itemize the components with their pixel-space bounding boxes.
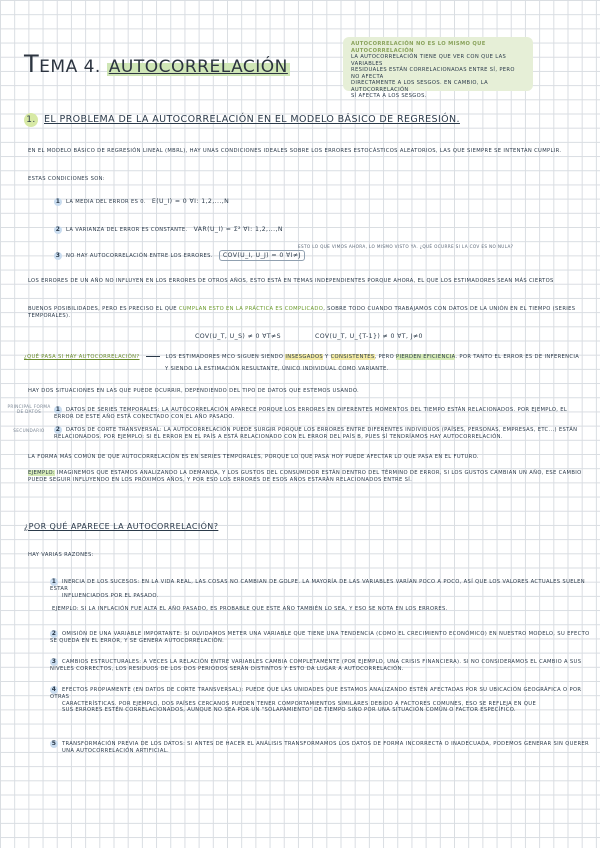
highlighted-text: INSESGADOS xyxy=(285,354,324,360)
note-line: DIRECTAMENTE A LOS SESGOS. EN CAMBIO, LA AUTOCORRELACIÓN xyxy=(351,80,489,93)
text-span: , SOBRE TODO CUANDO TRABAJAMOS CON DATOS DE LA UNIÓN EN EL TIEMPO (SERIES TEMPORALES). xyxy=(28,306,576,319)
paragraph: LA FORMA MÁS COMÚN DE QUE AUTOCORRELACIÓN ES EN SERIES TEMPORALES, PORQUE LO QUE PASA HOY PUEDE AFECTAR LO QUE PASA EN EL FUTURO. xyxy=(28,454,479,460)
situation-text: DATOS DE SERIES TEMPORALES: LA AUTOCORRELACIÓN APARECE PORQUE LOS ERRORES EN DIFERENTES MOMENTOS DEL TIEMPO ESTÁN RELACIONADOS. POR EJEMPLO, EL ERROR DE ESTE AÑO ESTÁ CONECTADO CON EL AÑO PASADO. xyxy=(54,407,568,420)
page-title xyxy=(24,50,290,78)
section-1-heading xyxy=(24,113,460,127)
example-text: IMAGINEMOS QUE ESTAMOS ANALIZANDO LA DEMANDA, Y LOS GUSTOS DEL CONSUMIDOR ESTÁN DENTRO DEL TÉRMINO DE ERROR, SI LOS GUSTOS CAMBIAN UN AÑO, ESE CAMBIO PUEDE SEGUIR INFLUYENDO EN LOS PRÓXIMOS AÑOS, Y POR ESO LOS ERRORES DE ESOS AÑOS ESTARÁN RELACIONADOS ENTRE SÍ. xyxy=(28,470,582,483)
item-number: 4 xyxy=(51,686,57,693)
formula: COV(U_T, U_{T-1}) ≠ 0 ∀T, J≠0 xyxy=(315,333,423,340)
section-title: ¿POR QUÉ APARECE LA AUTOCORRELACIÓN? xyxy=(24,522,219,531)
list-item xyxy=(50,686,590,714)
section-1-intro: EN EL MODELO BÁSICO DE REGRESIÓN LINEAL (MBRL), HAY UNAS CONDICIONES IDEALES SOBRE LOS ERRORES ESTOCÁSTICOS ALEATORIOS, LAS QUE SIEMPRE SE INTENTAN CUMPLIR. xyxy=(28,148,562,154)
margin-note: SECUNDARIO xyxy=(13,428,45,433)
section-number-badge: 1. xyxy=(24,113,38,127)
section-2-heading xyxy=(24,522,218,531)
note-title: AUTOCORRELACIÓN NO ES LO MISMO QUE AUTOCORRELACIÓN xyxy=(351,41,486,54)
condition-text: NO HAY AUTOCORRELACIÓN ENTRE LOS ERRORES. xyxy=(66,253,213,259)
item-line: INERCIA DE LOS SUCESOS: EN LA VIDA REAL, LAS COSAS NO CAMBIAN DE GOLPE. LA MAYORÍA DE LAS VARIABLES VARÍAN POCO A POCO, ASÍ QUE LOS VALORES ACTUALES SUELEN ESTAR xyxy=(50,579,585,592)
title-highlight: AUTOCORRELACIÓN xyxy=(108,57,288,77)
condition-3 xyxy=(54,252,305,260)
note-line: SÍ AFECTA A LOS SESGOS. xyxy=(351,93,427,99)
text-span: , PERO xyxy=(374,354,395,360)
paragraph xyxy=(28,306,593,319)
text-span: . POR TANTO EL ERROR ES DE INFERENCIA xyxy=(455,354,580,360)
item-number: 5 xyxy=(51,740,57,747)
item-number: 2 xyxy=(51,630,57,637)
situation-1 xyxy=(54,406,584,421)
side-note: ESTO LO QUE VIMOS AHORA, LO MISMO VISTO YA. ¿QUÉ OCURRE SI LA COV ES NO NULA? xyxy=(298,244,514,249)
item-number: 3 xyxy=(51,658,57,665)
green-sticky-note xyxy=(343,37,533,99)
item-number: 1 xyxy=(51,578,57,585)
item-line: EFECTOS PROPIAMENTE (EN DATOS DE CORTE TRANSVERSAL): PUEDE QUE LAS UNIDADES QUE ESTAMOS ANALIZANDO ESTÉN AFECTADAS POR SU UBICACIÓN GEOGRÁFICA O POR OTRAS xyxy=(50,687,582,700)
example-block xyxy=(28,470,588,483)
situations-intro: HAY DOS SITUACIONES EN LAS QUE PUEDE OCURRIR, DEPENDIENDO DEL TIPO DE DATOS QUE ESTEMOS USANDO. xyxy=(28,388,360,394)
note-line: LA AUTOCORRELACIÓN TIENE QUE VER CON QUE LAS VARIABLES xyxy=(351,54,507,67)
item-line: OMISIÓN DE UNA VARIABLE IMPORTANTE: SI OLVIDAMOS METER UNA VARIABLE QUE TIENE UNA TENDENCIA (COMO EL CRECIMIENTO ECONÓMICO) EN NUESTRO MODELO, SU EFECTO SE QUEDA EN EL ERROR, Y SE GENERA AUTOCORRELACIÓN. xyxy=(50,631,590,644)
situation-number: 2 xyxy=(55,426,61,433)
item-line: INFLUENCIADOS POR EL PASADO. xyxy=(62,592,159,599)
arrow-right-icon xyxy=(146,356,160,357)
list-item xyxy=(50,740,590,755)
condition-formula: COV(U_I, U_J) = 0 ∀I≠J xyxy=(219,250,305,261)
item-line: SUS ERRORES ESTÉN CORRELACIONADOS, AUNQUE NO SEA POR UN "SOLAPAMIENTO" DE TIEMPO SINO POR UNA SITUACIÓN COMÚN O FACTOR ESPECÍFICO. xyxy=(62,707,516,713)
highlighted-text: CONSISTENTES xyxy=(330,354,375,360)
formula: COV(U_T, U_S) ≠ 0 ∀T≠S xyxy=(195,333,281,340)
item-line: UNA AUTOCORRELACIÓN ARTIFICIAL. xyxy=(62,748,169,754)
list-item xyxy=(50,630,590,645)
question-text: ¿QUÉ PASA SI HAY AUTOCORRELACIÓN? xyxy=(24,354,140,360)
title-main: EMA 4. xyxy=(39,57,101,77)
text-span: BUENOS POSIBILIDADES, PERO ES PRECISO EL QUE xyxy=(28,306,177,312)
paragraph: LOS ERRORES DE UN AÑO NO INFLUYEN EN LOS ERRORES DE OTROS AÑOS, ESTO ESTÁ EN TEMAS INDEPENDIENTES PORQUE AHORA, EL QUE LOS ESTIMADORES SEAN MÁS CIERTOS xyxy=(28,278,554,284)
condition-text: LA VARIANZA DEL ERROR ES CONSTANTE. xyxy=(66,227,188,233)
section-2-intro: HAY VARIAS RAZONES: xyxy=(28,552,94,558)
item-line: CARACTERÍSTICAS. POR EJEMPLO, DOS PAÍSES CERCANOS PUEDEN TENER COMPORTAMIENTOS SIMILARES DEBIDO A FACTORES COMUNES, ESO SE REFLEJA EN QUE xyxy=(62,700,537,707)
condition-2 xyxy=(54,226,283,234)
condition-number: 1 xyxy=(55,198,61,205)
text-span: Y xyxy=(325,354,329,360)
list-item xyxy=(50,578,590,612)
question-block xyxy=(24,354,592,361)
margin-note: PRINCIPAL FORMA DE DATOS xyxy=(7,404,51,415)
item-line: CAMBIOS ESTRUCTURALES: A VECES LA RELACIÓN ENTRE VARIABLES CAMBIA COMPLETAMENTE (POR EJEMPLO, UNA CRISIS FINANCIERA). SI NO CONSIDERAMOS EL CAMBIO A SUS NIVELES CORRECTOS, LOS RESIDUOS DE LOS DOS PERIODOS SERÁN DISTINTOS Y ESTO DA LUGAR A AUTOCORRELACIÓN. xyxy=(50,659,582,672)
example-label: EJEMPLO: xyxy=(28,470,55,476)
condition-1 xyxy=(54,198,229,206)
item-line: EJEMPLO: SI LA INFLACIÓN FUE ALTA EL AÑO PASADO, ES PROBABLE QUE ESTE AÑO TAMBIÉN LO SEA, Y ESO SE NOTA EN LOS ERRORES. xyxy=(52,605,448,612)
highlighted-text: CUMPLAN ESTO EN LA PRÁCTICA ES COMPLICADO xyxy=(178,306,324,312)
highlighted-text: PIERDEN EFICIENCIA xyxy=(396,354,456,360)
list-item xyxy=(50,658,590,673)
answer-continued: Y SIENDO LA ESTIMACIÓN RESULTANTE, ÚNICO INDIVIDUAL COMO VARIANTE. xyxy=(165,366,389,372)
section-title: EL PROBLEMA DE LA AUTOCORRELACIÓN EN EL MODELO BÁSICO DE REGRESIÓN. xyxy=(44,114,460,125)
title-prefix: T xyxy=(24,50,40,78)
condition-text: LA MEDIA DEL ERROR ES 0. xyxy=(66,199,146,205)
condition-number: 3 xyxy=(55,252,61,259)
note-line: RESIDUALES ESTÁN CORRELACIONADAS ENTRE SÍ, PERO NO AFECTA xyxy=(351,67,515,80)
text-span: LOS ESTIMADORES MCO SIGUEN SIENDO xyxy=(165,354,284,360)
situation-2 xyxy=(54,426,584,441)
condition-number: 2 xyxy=(55,226,61,233)
conditions-intro: ESTAS CONDICIONES SON: xyxy=(28,176,105,182)
item-line: TRANSFORMACIÓN PREVIA DE LOS DATOS: SI ANTES DE HACER EL ANÁLISIS TRANSFORMAMOS LOS DATOS DE FORMA INCORRECTA O INADECUADA, PODEMOS GENERAR SIN QUERER xyxy=(62,741,589,747)
situation-text: DATOS DE CORTE TRANSVERSAL: LA AUTOCORRELACIÓN PUEDE SURGIR PORQUE LOS ERRORES ENTRE DIFERENTES INDIVIDUOS (PAÍSES, PERSONAS, EMPRESAS, ETC...) ESTÁN RELACIONADOS. POR EJEMPLO: SI EL ERROR EN EL PAÍS A ESTÁ RELACIONADO CON EL ERROR DEL PAÍS B, PUES SÍ TENDRÍAMOS HAY AUTOCORRELACIÓN. xyxy=(54,427,578,440)
condition-formula: E(U_I) = 0 ∀I: 1,2,...,N xyxy=(151,198,230,205)
situation-number: 1 xyxy=(55,406,61,413)
condition-formula: VAR(U_I) = Σ² ∀I: 1,2,...,N xyxy=(193,226,283,233)
